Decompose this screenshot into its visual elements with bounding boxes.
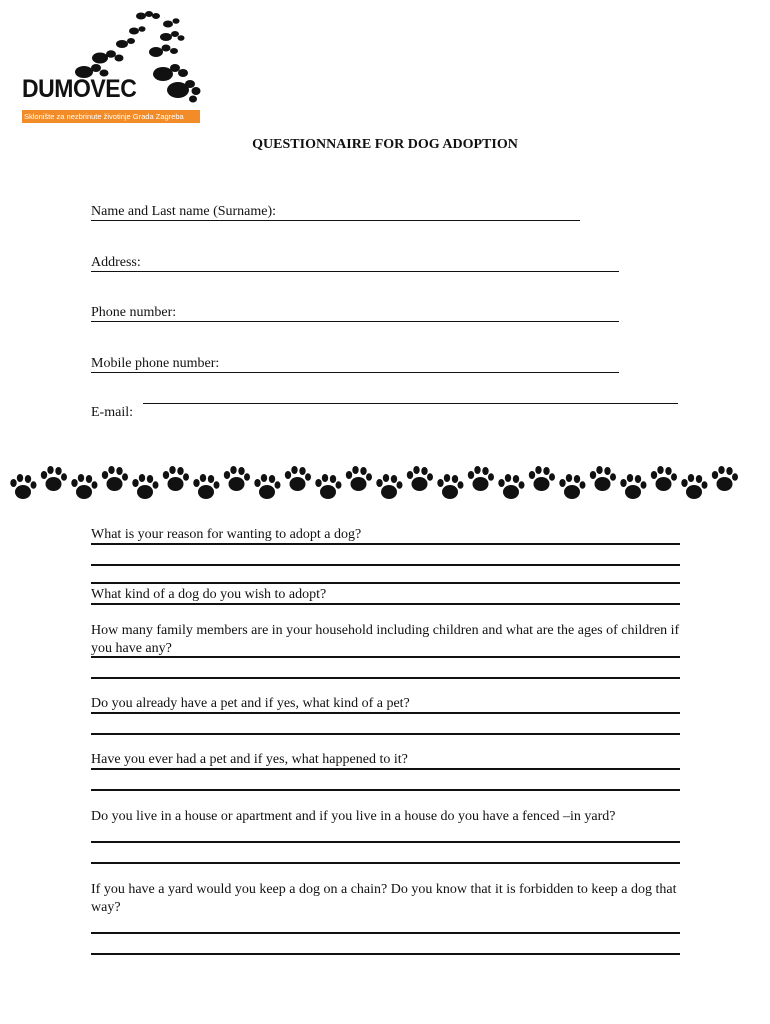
- paw-print-icon: [620, 474, 646, 499]
- paw-print-icon: [102, 466, 128, 491]
- answer-line[interactable]: [91, 953, 680, 955]
- paw-print-icon: [285, 466, 311, 491]
- paw-print-icon: [193, 474, 219, 499]
- shelter-logo: [18, 6, 208, 126]
- answer-line[interactable]: [91, 841, 680, 843]
- paw-print-icon: [41, 466, 67, 491]
- paw-print-icon: [559, 474, 585, 499]
- answer-line[interactable]: [91, 564, 680, 566]
- paw-print-icon: [71, 474, 97, 499]
- name-field: [91, 204, 276, 220]
- paw-print-icon: [132, 474, 158, 499]
- paw-print-icon: [376, 474, 402, 499]
- paw-print-icon: [681, 474, 707, 499]
- paw-print-icon: [590, 466, 616, 491]
- email-field: [91, 405, 133, 421]
- question-yard-chain: If you have a yard would you keep a dog on a chain? Do you know that it is forbidden to keep a dog that way?: [91, 882, 677, 915]
- question-dog-kind: What kind of a dog do you wish to adopt?: [91, 587, 327, 602]
- paw-print-icon: [498, 474, 524, 499]
- email-answer-line[interactable]: [143, 403, 678, 404]
- logo-wordmark: DUMOVEC: [22, 75, 137, 103]
- paw-print-icon: [407, 466, 433, 491]
- paw-print-icon: [712, 466, 738, 491]
- logo-tagline: Sklonište za nezbrinute životinje Grada Zagreba: [22, 110, 200, 123]
- question-housing: Do you live in a house or apartment and if you live in a house do you have a fenced –in yard?: [91, 809, 616, 824]
- address-answer-line[interactable]: [91, 271, 619, 272]
- answer-line[interactable]: [91, 932, 680, 934]
- answer-line[interactable]: [91, 733, 680, 735]
- answer-line[interactable]: [91, 656, 680, 658]
- paw-print-icon: [10, 474, 36, 499]
- name-answer-line[interactable]: [91, 220, 580, 221]
- mobile-field-label: Mobile phone number:: [91, 356, 220, 371]
- answer-line[interactable]: [91, 789, 680, 791]
- answer-line[interactable]: [91, 677, 680, 679]
- page-title: QUESTIONNAIRE FOR DOG ADOPTION: [252, 137, 518, 152]
- question-current-pet: Do you already have a pet and if yes, what kind of a pet?: [91, 696, 410, 711]
- answer-line[interactable]: [91, 768, 680, 770]
- mobile-field: [91, 356, 219, 372]
- paw-print-icon: [315, 474, 341, 499]
- address-field: [91, 255, 141, 271]
- address-field-label: Address:: [91, 255, 141, 270]
- paw-print-icon: [163, 466, 189, 491]
- answer-line[interactable]: [91, 603, 680, 605]
- question-household: How many family members are in your household including children and what are the ages of children if you have any?: [91, 623, 680, 656]
- paw-print-divider: [10, 466, 750, 500]
- name-field-label: Name and Last name (Surname):: [91, 204, 277, 219]
- paw-print-icon: [437, 474, 463, 499]
- paw-print-icon: [224, 466, 250, 491]
- question-reason: What is your reason for wanting to adopt a dog?: [91, 527, 362, 542]
- paw-print-icon: [651, 466, 677, 491]
- phone-answer-line[interactable]: [91, 321, 619, 322]
- answer-line[interactable]: [91, 582, 680, 584]
- answer-line[interactable]: [91, 862, 680, 864]
- answer-line[interactable]: [91, 543, 680, 545]
- paw-print-icon: [254, 474, 280, 499]
- answer-line[interactable]: [91, 712, 680, 714]
- email-field-label: E-mail:: [91, 405, 133, 420]
- paw-print-icon: [529, 466, 555, 491]
- phone-field: [91, 305, 176, 321]
- mobile-answer-line[interactable]: [91, 372, 619, 373]
- paw-print-icon: [346, 466, 372, 491]
- phone-field-label: Phone number:: [91, 305, 177, 320]
- paw-print-icon: [468, 466, 494, 491]
- question-past-pet: Have you ever had a pet and if yes, what happened to it?: [91, 752, 408, 767]
